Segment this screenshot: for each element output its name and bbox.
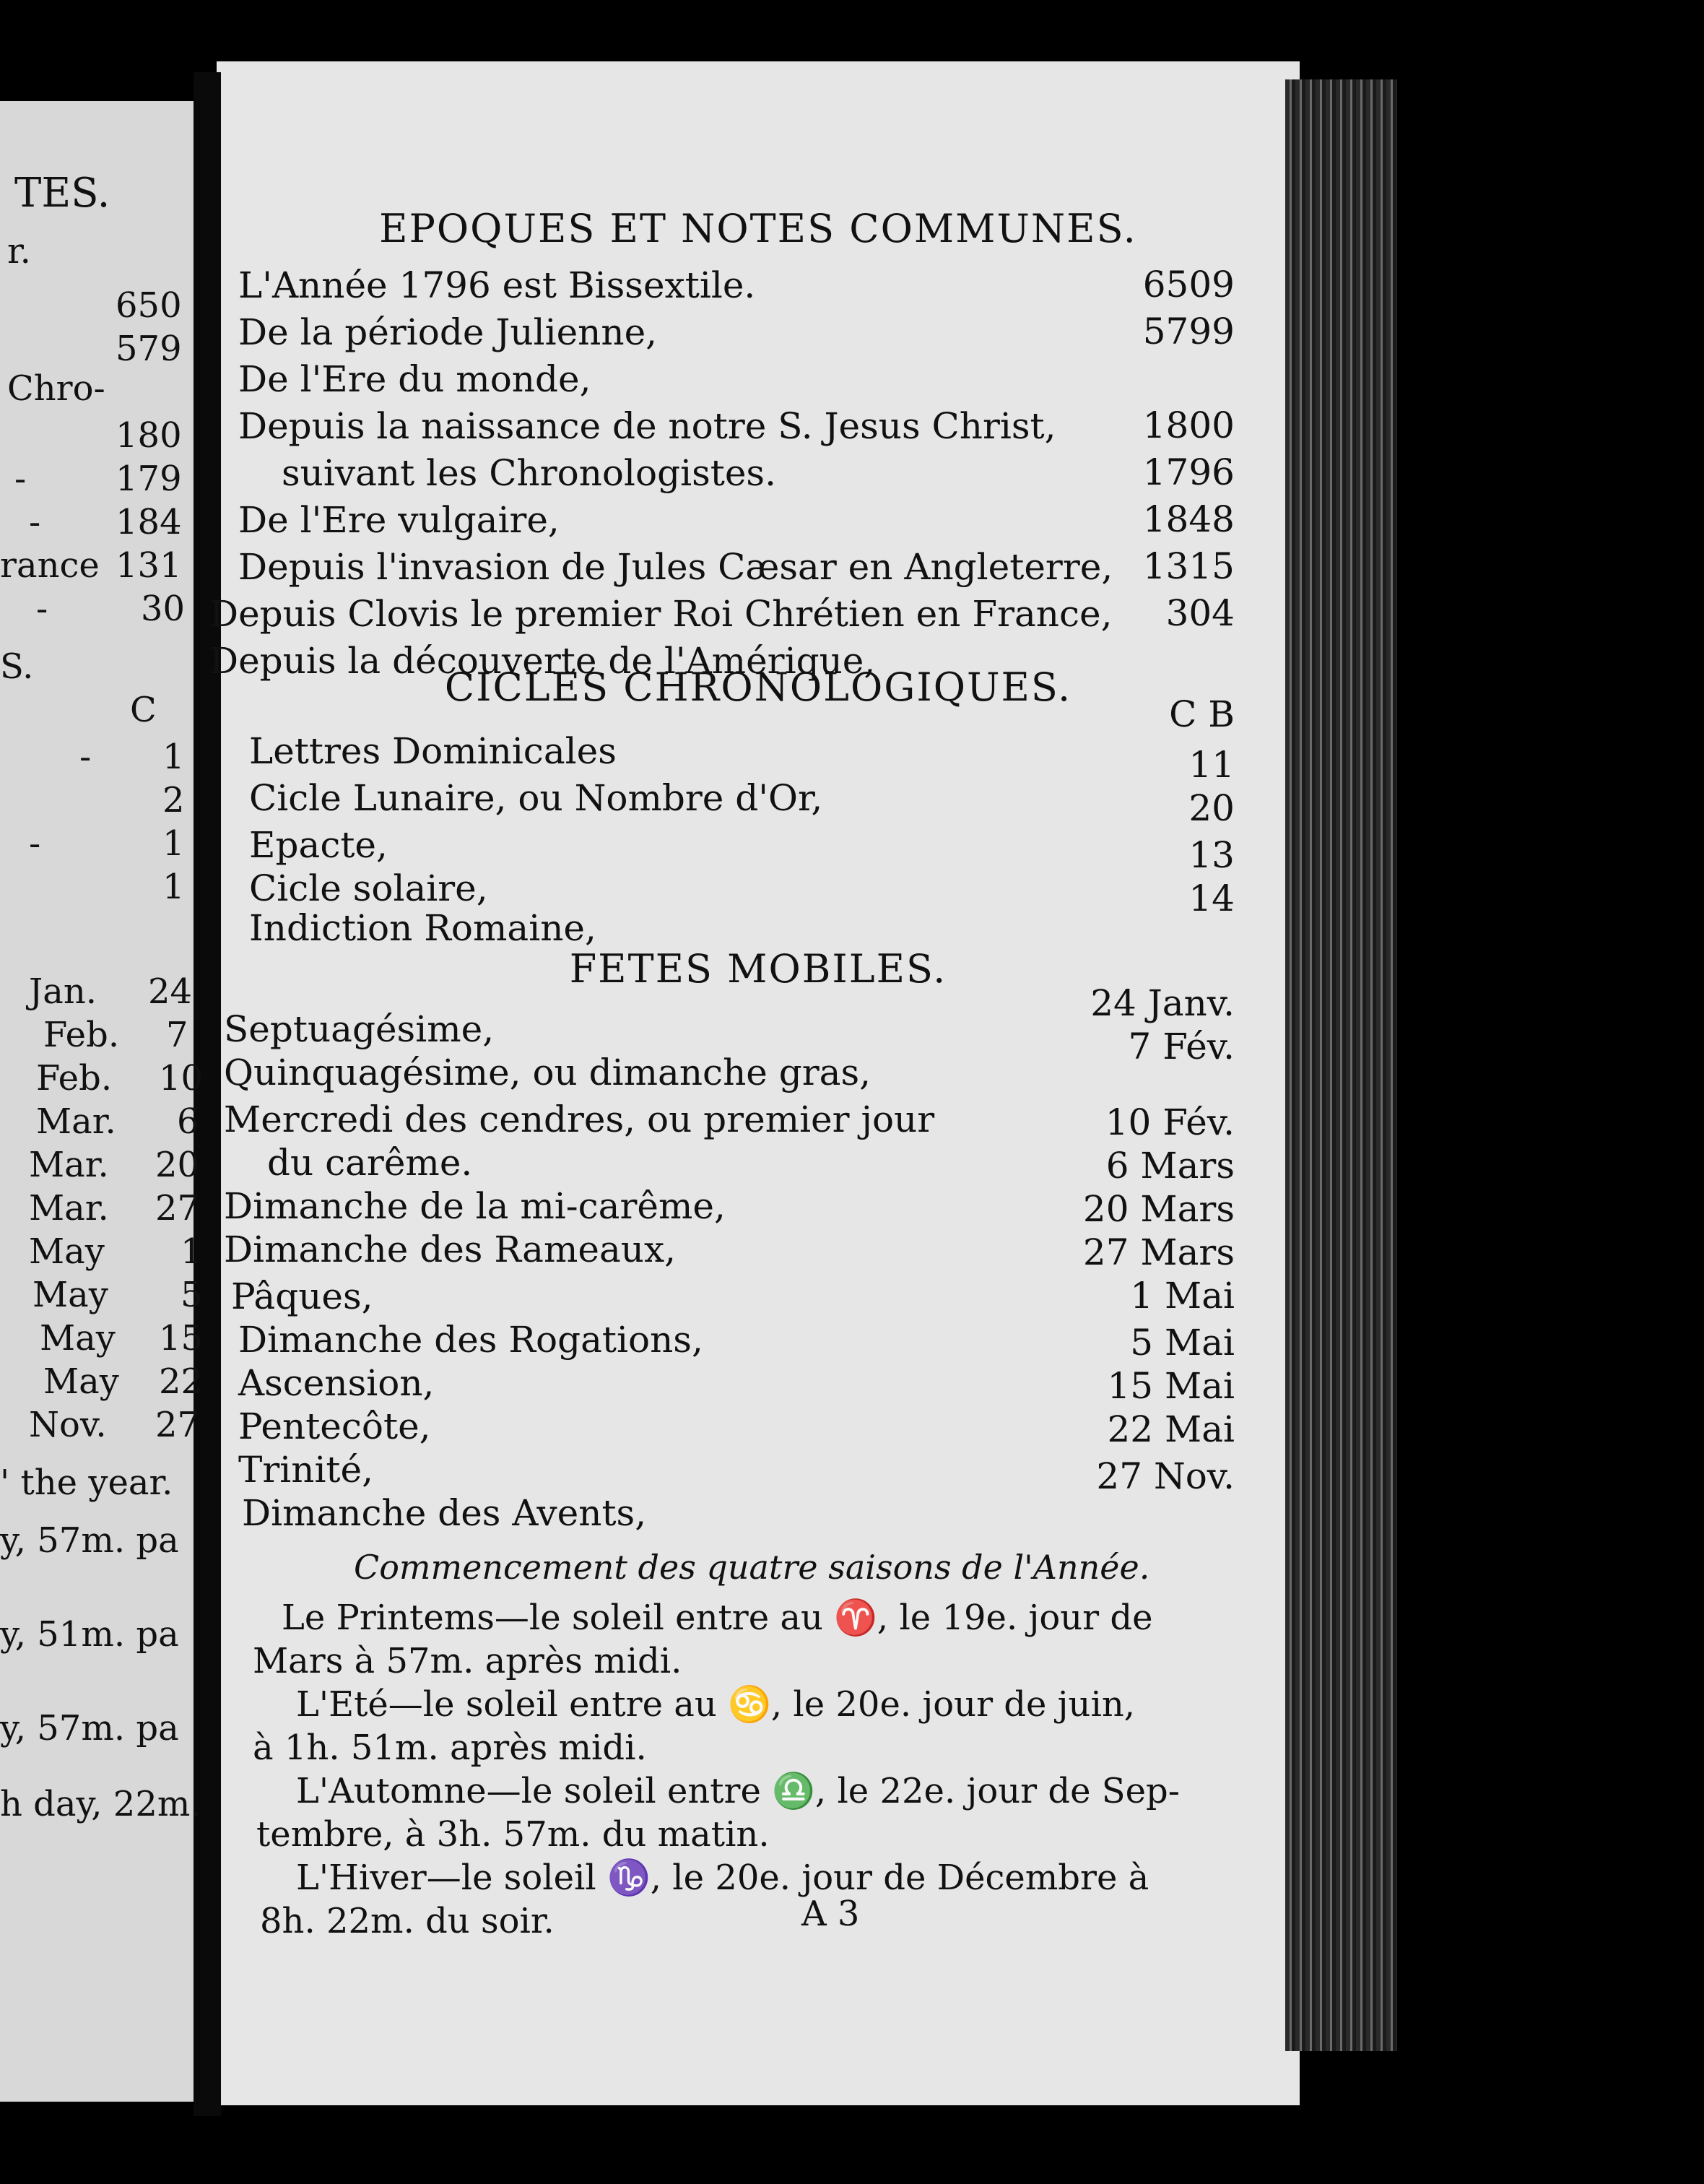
left-cycle-num: 1 xyxy=(162,823,185,864)
left-cycle-num: 2 xyxy=(162,780,185,820)
left-feast-day: 10 xyxy=(159,1058,204,1098)
feast-value: 6 Mars xyxy=(1105,1145,1235,1187)
feast-text: Dimanche des Rogations, xyxy=(238,1319,703,1361)
cycle-text: Indiction Romaine, xyxy=(249,907,596,949)
feasts-title: FETES MOBILES. xyxy=(569,946,947,992)
left-cycle-label: - xyxy=(29,823,41,864)
epoch-value: 1315 xyxy=(1142,545,1235,587)
feast-value: 22 Mai xyxy=(1107,1408,1235,1450)
epoch-text: De l'Ere du monde, xyxy=(238,358,591,400)
epoch-value: 5799 xyxy=(1142,311,1235,352)
left-feast-month: Mar. xyxy=(29,1145,109,1185)
left-feast-day: 20 xyxy=(155,1145,200,1185)
epoch-text: Depuis la découverte de l'Amérique, xyxy=(209,640,876,682)
left-epoch-num: 579 xyxy=(116,329,182,369)
season-line: à 1h. 51m. après midi. xyxy=(253,1728,647,1768)
left-epoch-num: 30 xyxy=(141,589,186,629)
epoch-text: Depuis la naissance de notre S. Jesus Christ, xyxy=(238,405,1056,447)
feast-text: Mercredi des cendres, ou premier jour xyxy=(224,1098,935,1140)
epoch-text: Depuis l'invasion de Jules Cæsar en Angleterre, xyxy=(238,546,1113,588)
left-season-line: h day, 22m. xyxy=(0,1784,201,1824)
cycle-value: 11 xyxy=(1188,744,1235,786)
left-feast-day: 24 xyxy=(148,971,193,1012)
epoch-value: 1848 xyxy=(1142,498,1235,540)
feast-value: 27 Mars xyxy=(1082,1231,1235,1273)
left-feast-day: 15 xyxy=(159,1318,204,1358)
feast-text: Quinquagésime, ou dimanche gras, xyxy=(224,1052,871,1093)
feast-text: Trinité, xyxy=(238,1449,374,1491)
left-epoch-label: rance xyxy=(0,545,100,586)
left-feast-month: Feb. xyxy=(36,1058,113,1098)
feast-value: 20 Mars xyxy=(1082,1188,1235,1230)
left-feast-day: 7 xyxy=(166,1015,188,1055)
epoch-value: 1800 xyxy=(1142,404,1235,446)
left-feast-month: May xyxy=(40,1318,116,1358)
left-feast-month: Nov. xyxy=(29,1405,107,1445)
feast-value: 10 Fév. xyxy=(1105,1101,1235,1143)
left-epoch-num: 180 xyxy=(116,415,182,456)
left-epoch-label: - xyxy=(36,589,48,629)
season-line: 8h. 22m. du soir. xyxy=(260,1901,555,1941)
left-feast-month: May xyxy=(43,1361,119,1402)
left-feast-day: 27 xyxy=(155,1188,200,1228)
left-cycle-header: C xyxy=(130,690,157,730)
epoch-text: De l'Ere vulgaire, xyxy=(238,499,560,541)
feast-text: Septuagésime, xyxy=(224,1008,495,1050)
left-seasons-fragment: ' the year. xyxy=(0,1462,173,1503)
epoch-value: 304 xyxy=(1165,592,1235,634)
cycle-value: 20 xyxy=(1188,787,1235,829)
seasons-title: Commencement des quatre saisons de l'Année. xyxy=(354,1548,1150,1587)
season-line: L'Eté—le soleil entre au ♋, le 20e. jour de juin, xyxy=(296,1684,1135,1725)
left-epoch-label: Chro- xyxy=(7,368,105,409)
season-line: Le Printems—le soleil entre au ♈, le 19e. jour de xyxy=(282,1598,1153,1638)
left-feast-month: May xyxy=(29,1231,105,1272)
cycle-value: 13 xyxy=(1188,834,1235,876)
epoch-text: Depuis Clovis le premier Roi Chrétien en France, xyxy=(209,593,1113,635)
left-season-line: y, 57m. pa xyxy=(0,1708,179,1748)
season-line: Mars à 57m. après midi. xyxy=(253,1641,682,1681)
cycle-text: Epacte, xyxy=(249,824,388,866)
left-feast-day: 5 xyxy=(181,1275,203,1315)
left-epoch-num: 184 xyxy=(116,502,182,542)
epochs-title: EPOQUES ET NOTES COMMUNES. xyxy=(379,206,1137,251)
left-epoch-num: 650 xyxy=(116,285,182,326)
left-feast-month: Mar. xyxy=(29,1188,109,1228)
left-cycle-num: 1 xyxy=(162,737,185,777)
left-cycle-label: - xyxy=(79,737,92,777)
cycle-value: 14 xyxy=(1188,878,1235,919)
left-season-line: y, 51m. pa xyxy=(0,1614,179,1655)
left-feast-day: 6 xyxy=(177,1101,199,1142)
left-feast-day: 27 xyxy=(155,1405,200,1445)
left-section-fragment: S. xyxy=(0,646,34,687)
left-feast-month: Jan. xyxy=(29,971,97,1012)
left-feast-month: Mar. xyxy=(36,1101,116,1142)
season-line: L'Automne—le soleil entre ♎, le 22e. jour de Sep- xyxy=(296,1771,1180,1811)
feast-text: Dimanche de la mi-carême, xyxy=(224,1185,726,1227)
season-line: L'Hiver—le soleil ♑, le 20e. jour de Décembre à xyxy=(296,1858,1149,1898)
left-feast-day: 1 xyxy=(181,1231,203,1272)
left-heading-fragment: TES. xyxy=(14,170,110,217)
feast-value: 27 Nov. xyxy=(1096,1455,1235,1497)
season-line: tembre, à 3h. 57m. du matin. xyxy=(256,1814,770,1855)
left-epoch-num: 179 xyxy=(116,459,182,499)
cycle-text: Cicle solaire, xyxy=(249,867,488,909)
feast-text: Dimanche des Avents, xyxy=(242,1492,647,1534)
left-epoch-label: - xyxy=(29,502,41,542)
feast-value: 5 Mai xyxy=(1130,1322,1235,1364)
left-subheading-fragment: r. xyxy=(7,231,31,272)
epoch-text: L'Année 1796 est Bissextile. xyxy=(238,264,756,306)
left-epoch-num: 131 xyxy=(116,545,182,586)
epoch-value: 1796 xyxy=(1142,451,1235,493)
feast-value: 15 Mai xyxy=(1107,1365,1235,1407)
epoch-text: De la période Julienne, xyxy=(238,311,658,353)
cycle-text: Lettres Dominicales xyxy=(249,730,617,772)
cycles-col-header: C B xyxy=(1169,693,1235,735)
left-season-line: y, 57m. pa xyxy=(0,1520,179,1561)
feast-value: 24 Janv. xyxy=(1090,982,1235,1024)
feast-text: Dimanche des Rameaux, xyxy=(224,1228,677,1270)
feast-text: Ascension, xyxy=(238,1362,435,1404)
page-edges xyxy=(1285,79,1397,2051)
left-feast-month: May xyxy=(32,1275,108,1315)
feast-text: du carême. xyxy=(267,1142,473,1184)
left-feast-month: Feb. xyxy=(43,1015,120,1055)
feast-value: 7 Fév. xyxy=(1128,1026,1235,1067)
left-feast-day: 22 xyxy=(159,1361,204,1402)
feast-text: Pentecôte, xyxy=(238,1405,431,1447)
epoch-value: 6509 xyxy=(1142,264,1235,306)
left-cycle-num: 1 xyxy=(162,867,185,907)
feast-value: 1 Mai xyxy=(1130,1275,1235,1317)
page-signature: A 3 xyxy=(801,1894,860,1934)
epoch-text: suivant les Chronologistes. xyxy=(282,452,776,494)
left-epoch-label: - xyxy=(14,459,27,499)
feast-text: Pâques, xyxy=(231,1275,373,1317)
cycles-title: CICLES CHRONOLOGIQUES. xyxy=(444,664,1072,710)
cycle-text: Cicle Lunaire, ou Nombre d'Or, xyxy=(249,777,823,819)
